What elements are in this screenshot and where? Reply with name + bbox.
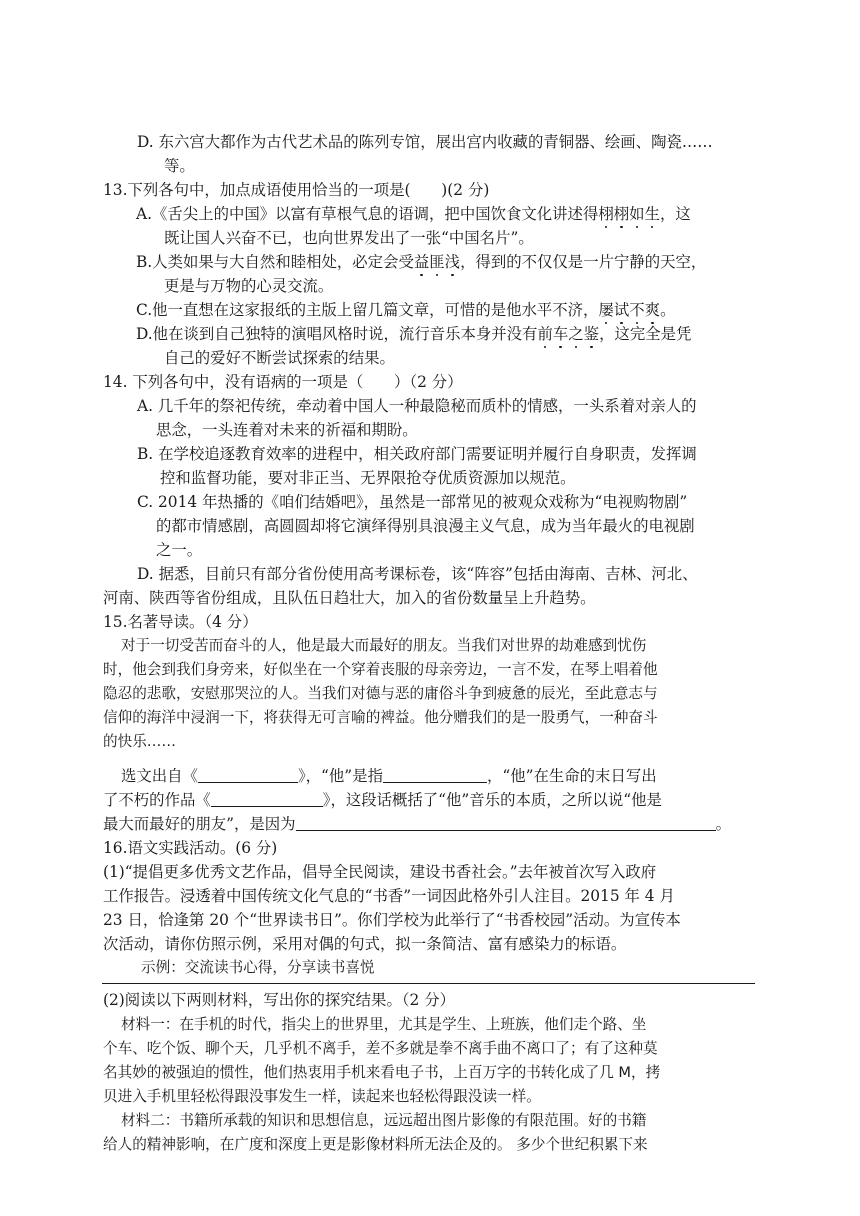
blank-person[interactable] (383, 765, 487, 783)
q16-part1-line3: 23 日，恰逢第 20 个“世界读书日”。你们学校为此举行了“书香校园”活动。为宣传本 (103, 911, 681, 929)
q16-material2-line1: 材料二：书籍所承载的知识和思想信息，远远超出图片影像的有限范围。好的书籍 (121, 1112, 647, 1129)
q14-option-b-line1: B. 在学校追逐教育效率的进程中，相关政府部门需要证明并履行自身职责，发挥调 (137, 445, 697, 463)
q16-material1-line1: 材料一：在手机的时代，指尖上的世界里，尤其是学生、上班族，他们走个路、坐 (121, 1016, 647, 1033)
q15-passage-line1: 对于一切受苦而奋斗的人，他是最大而最好的朋友。当我们对世界的劫难感到忧伤 (121, 637, 647, 654)
q15-fill-line2: 了不朽的作品《 》，这段话概括了“他”音乐的本质，之所以说“他是 (103, 791, 662, 809)
q16-material1-line2: 个车、吃个饭、聊个天，几乎机不离手，差不多就是拳不离手曲不离口了；有了这种莫 (103, 1040, 658, 1057)
q16-stem: 16.语文实践活动。(6 分) (103, 839, 278, 857)
q13-option-c: C.他一直想在这家报纸的主版上留几篇文章，可惜的是他水平不济，屡试不爽。 (136, 301, 676, 319)
q13-option-a: A.《舌尖上的中国》以富有草根气息的语调，把中国饮食文化讲述得栩栩如生，这 (136, 205, 691, 223)
answer-line[interactable] (102, 983, 755, 984)
q14-option-c-line2: 的都市情感剧，高圆圆却将它演绎得别具浪漫主义气息，成为当年最火的电视剧 (156, 517, 695, 535)
q15-passage-line2: 时，他会到我们身旁来，好似坐在一个穿着丧服的母亲旁边，一言不发，在琴上唱着他 (103, 661, 658, 678)
q15-stem: 15.名著导读。（4 分） (103, 613, 258, 631)
q14-option-c-line3: 之一。 (156, 541, 203, 559)
q16-material1-line3: 名其妙的被强迫的惯性，他们热衷用手机来看电子书，上百万字的书转化成了几 M，拷 (103, 1064, 661, 1081)
q16-part2-stem: (2)阅读以下两则材料，写出你的探究结果。（2 分） (103, 991, 455, 1009)
q16-material2-line2: 给人的精神影响，在广度和深度上更是影像材料所无法企及的。 多少个世纪积累下来 (103, 1136, 648, 1153)
q16-part1-line4: 次活动，请你仿照示例，采用对偶的句式，拟一条简洁、富有感染力的标语。 (103, 935, 627, 953)
q13-option-a-line2: 既让国人兴奋不已，也向世界发出了一张“中国名片”。 (164, 229, 534, 247)
q15-fill-line3: 最大而最好的朋友”，是因为 。 (103, 815, 731, 833)
q13-option-d: D.他在谈到自己独特的演唱风格时说，流行音乐本身并没有前车之鉴，这完全是凭 (136, 325, 692, 343)
q16-part1-line2: 工作报告。浸透着中国传统文化气息的“书香”一词因此格外引人注目。2015 年 4 月 (103, 887, 675, 905)
q12-option-d-line1: D. 东六宫大都作为古代艺术品的陈列专馆，展出宫内收藏的青铜器、绘画、陶瓷…… (137, 133, 713, 151)
blank-work-title[interactable] (211, 789, 323, 807)
q14-stem: 14. 下列各句中，没有语病的一项是（ ）（2 分） (103, 373, 463, 391)
q14-option-b-line2: 控和监督功能，要对非正当、无界限抢夺优质资源加以规范。 (160, 469, 576, 487)
q16-material1-line4: 贝进入手机里轻松得跟没事发生一样，读起来也轻松得跟没读一样。 (103, 1088, 541, 1105)
q16-part1-line1: (1)“提倡更多优秀文艺作品，倡导全民阅读，建设书香社会。”去年被首次写入政府 (103, 863, 657, 881)
q13-option-b-line2: 更是与万物的心灵交流。 (164, 277, 334, 295)
blank-book-title[interactable] (198, 765, 298, 783)
q13-stem: 13.下列各句中，加点成语使用恰当的一项是( )(2 分) (103, 181, 490, 199)
q14-option-a-line2: 思念，一头连着对未来的祈福和期盼。 (156, 421, 418, 439)
q14-option-c-line1: C. 2014 年热播的《咱们结婚吧》，虽然是一部常见的被观众戏称为“电视购物剧” (137, 493, 688, 511)
q15-passage-line5: 的快乐…… (103, 733, 176, 750)
q14-option-d-line2: 河南、陕西等省份组成，且队伍日趋壮大，加入的省份数量呈上升趋势。 (103, 589, 596, 607)
q12-option-d-line2: 等。 (164, 157, 195, 175)
q14-option-d-line1: D. 据悉，目前只有部分省份使用高考课标卷，该“阵容”包括由海南、吉林、河北、 (137, 565, 698, 583)
q15-passage-line3: 隐忍的悲歌，安慰那哭泣的人。当我们对德与恶的庸俗斗争到疲惫的辰光，至此意志与 (103, 685, 658, 702)
q14-option-a-line1: A. 几千年的祭祀传统，牵动着中国人一种最隐秘而质朴的情感，一头系着对亲人的 (137, 397, 697, 415)
q15-fill-line1: 选文出自《 》，“他”是指 ，“他”在生命的末日写出 (121, 767, 657, 785)
q13-option-b: B.人类如果与大自然和睦相处，必定会受益匪浅，得到的不仅仅是一片宁静的天空， (136, 253, 707, 271)
blank-reason[interactable] (296, 813, 716, 831)
q15-passage-line4: 信仰的海洋中浸润一下，将获得无可言喻的裨益。他分赠我们的是一股勇气，一种奋斗 (103, 709, 658, 726)
q16-example: 示例：交流读书心得，分享读书喜悦 (141, 959, 375, 976)
q13-option-d-line2: 自己的爱好不断尝试探索的结果。 (164, 349, 395, 367)
